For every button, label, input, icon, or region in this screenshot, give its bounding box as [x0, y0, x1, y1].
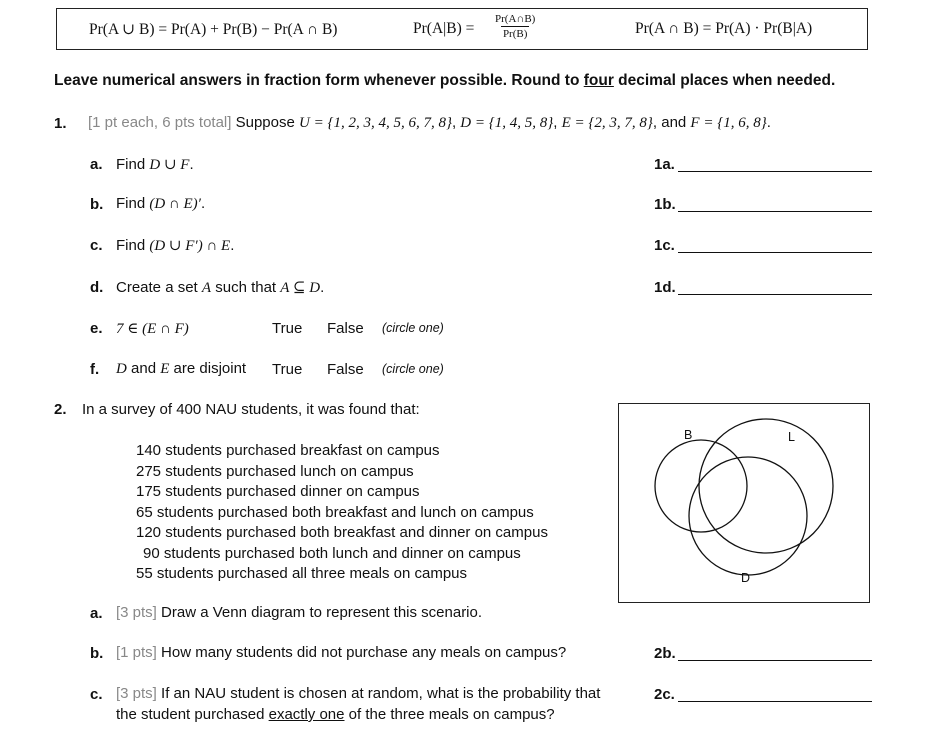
q2a-points: [3 pts] [116, 604, 157, 621]
q2b-label: b. [90, 645, 104, 662]
venn-circle-breakfast [655, 440, 747, 532]
q1f-text [116, 360, 246, 378]
q1f-rest: are disjoint [169, 360, 247, 377]
instructions-text-1: Leave numerical answers in fraction form whenever possible. Round to [54, 72, 584, 89]
q1-end: . [766, 114, 771, 131]
q2a-text [116, 604, 482, 621]
venn-label-L: L [788, 430, 795, 444]
q1e-circle-hint: (circle one) [382, 321, 444, 335]
q1-number: 1. [54, 115, 67, 132]
instructions-text-2: decimal places when needed. [613, 72, 836, 89]
q1a-answer-label: 1a. [654, 156, 675, 173]
q2c-prompt-2a: the student purchased [116, 706, 269, 723]
q1b-answer-line[interactable] [678, 211, 872, 212]
venn-circle-lunch [699, 419, 833, 553]
q1-and: , and [652, 114, 691, 131]
q1d-text2: such that [211, 279, 281, 296]
q1f-circle-hint: (circle one) [382, 362, 444, 376]
q1b-end: . [200, 195, 206, 212]
q2c-text-line2 [116, 706, 555, 723]
q1-set-U: U = {1, 2, 3, 4, 5, 6, 7, 8} [299, 115, 452, 131]
q1d-text [116, 278, 324, 297]
q1b-answer-label: 1b. [654, 196, 676, 213]
venn-label-B: B [684, 428, 693, 442]
q2c-label: c. [90, 686, 103, 703]
q1e-true[interactable]: True [272, 320, 303, 337]
q2a-label: a. [90, 605, 103, 622]
q2-number: 2. [54, 401, 67, 418]
q2-fact: 175 students purchased dinner on campus [136, 483, 420, 500]
q1c-answer-label: 1c. [654, 237, 675, 254]
q1-points: [1 pt each, 6 pts total] [88, 114, 232, 131]
q2-intro: In a survey of 400 NAU students, it was found that: [82, 401, 420, 418]
q1c-answer-line[interactable] [678, 252, 872, 253]
q1-set-F: F = {1, 6, 8} [690, 115, 767, 131]
q1d-end: . [320, 279, 325, 296]
q1e-label: e. [90, 320, 103, 337]
q1f-label: f. [90, 361, 100, 378]
q1-prompt [88, 114, 771, 132]
conditional-fraction [493, 13, 537, 40]
q1e-expr: 7 ∈ (E ∩ F) [116, 321, 189, 337]
q1a-end: . [189, 156, 194, 173]
q2b-points: [1 pts] [116, 644, 157, 661]
q1b-find: Find [116, 195, 150, 212]
q1a-text [116, 155, 194, 174]
q2-fact: 90 students purchased both lunch and dinner on campus [143, 544, 521, 562]
conditional-numerator: Pr(A∩B) [495, 13, 536, 25]
q1c-label: c. [90, 237, 103, 254]
q2-fact: 120 students purchased both breakfast and dinner on campus [136, 524, 548, 541]
q2b-answer-label: 2b. [654, 645, 676, 662]
q1-sep2: , [553, 114, 562, 131]
q2b-answer-line[interactable] [678, 660, 872, 661]
q2c-prompt-1: If an NAU student is chosen at random, what is the probability that [156, 685, 601, 702]
q1d-answer-line[interactable] [678, 294, 872, 295]
q1c-text [116, 236, 234, 255]
q1f-and: and [126, 360, 161, 377]
q1a-label: a. [90, 156, 103, 173]
formula-box [56, 8, 868, 50]
q1d-A: A [201, 280, 212, 296]
q2-fact: 55 students purchased all three meals on campus [136, 565, 468, 582]
q1-sep1: , [451, 114, 461, 131]
q2c-answer-label: 2c. [654, 686, 675, 703]
q1e-false[interactable]: False [327, 320, 364, 337]
q1a-expr: D ∪ F [149, 157, 190, 173]
q1d-answer-label: 1d. [654, 279, 676, 296]
q1-set-D: D = {1, 4, 5, 8} [460, 115, 554, 131]
q1b-label: b. [90, 196, 104, 213]
q1c-expr: (D ∪ F′) ∩ E [149, 238, 231, 254]
q2a-prompt: Draw a Venn diagram to represent this scenario. [156, 604, 483, 621]
q1d-label: d. [90, 279, 104, 296]
q2-fact: 275 students purchased lunch on campus [136, 462, 414, 480]
conditional-formula-lhs: Pr(A|B) = [413, 20, 475, 37]
conditional-denominator: Pr(B) [502, 28, 528, 40]
q2-fact: 140 students purchased breakfast on campus [136, 442, 440, 459]
venn-diagram-box[interactable] [618, 403, 870, 603]
multiplication-formula: Pr(A ∩ B) = Pr(A) · Pr(B|A) [635, 20, 813, 37]
q1a-answer-line[interactable] [678, 171, 872, 172]
q1f-D: D [116, 361, 127, 377]
q1d-text1: Create a set [116, 279, 202, 296]
q2-facts [136, 441, 548, 585]
instructions [54, 72, 835, 90]
q1f-true[interactable]: True [272, 361, 303, 378]
q1b-text [116, 195, 205, 213]
q1c-end: . [230, 237, 235, 254]
q1-set-E: E = {2, 3, 7, 8} [561, 115, 653, 131]
venn-label-D: D [741, 571, 751, 585]
union-formula: Pr(A ∪ B) = Pr(A) + Pr(B) − Pr(A ∩ B) [89, 21, 338, 38]
q2b-text [116, 644, 566, 661]
q2c-answer-line[interactable] [678, 701, 872, 702]
q1f-false[interactable]: False [327, 361, 364, 378]
q2c-text-line1 [116, 685, 600, 702]
q1a-find: Find [116, 156, 150, 173]
q2b-prompt: How many students did not purchase any meals on campus? [156, 644, 567, 661]
q1-suppose: Suppose [231, 114, 299, 131]
q2c-underlined: exactly one [268, 706, 345, 723]
q1d-expr: A ⊆ D [280, 280, 321, 296]
q1f-E: E [160, 361, 170, 377]
q1c-find: Find [116, 237, 150, 254]
q2c-prompt-2b: of the three meals on campus? [344, 706, 555, 723]
q2c-points: [3 pts] [116, 685, 157, 702]
q1b-expr: (D ∩ E)′ [149, 196, 201, 212]
q2-fact: 65 students purchased both breakfast and lunch on campus [136, 503, 534, 521]
instructions-underlined: four [583, 72, 614, 89]
